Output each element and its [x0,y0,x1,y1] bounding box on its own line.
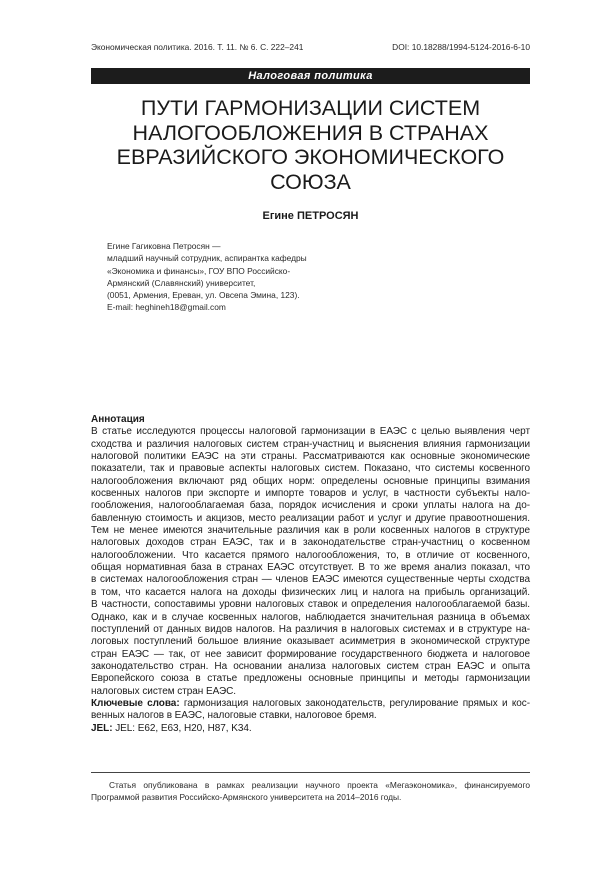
title-line: ПУТИ ГАРМОНИЗАЦИИ СИСТЕМ [140,96,481,120]
abstract-line: поступлений от данных видов налогов. На различия в налоговых системах и в структуре на- [91,623,530,635]
jel-codes: JEL: E62, E63, H20, H87, K34. [112,722,252,734]
abstract-line: Однако, как и в случае косвенных налогов, наблюдается значительная разница в объемах [91,611,530,623]
author-name: Егине ПЕТРОСЯН [262,210,359,222]
affiliation-line: младший научный сотрудник, аспирантка кафедры [107,253,307,264]
abstract-line: в системах налогообложения стран — членов ЕАЭС имеются существенные черты сходства [91,574,530,586]
jel-label: JEL: [91,722,113,734]
abstract-line: косвенных налогов при экспорте и импорте товаров и услуг, в частности субъекты нало- [91,488,530,500]
section-rubric: Налоговая политика [91,68,530,84]
abstract-line: стран ЕАЭС — так, от нее зависит формирование государственного бюджета и налоговое [91,648,530,660]
abstract-line: налоговых систем стран ЕАЭС. [91,685,237,697]
abstract-line: бавленную стоимость и акцизов, место реализации работ и услуг и другие правоотношения. [91,512,530,524]
abstract-line: сходства и различия налоговых систем стран-участниц и выяснения влияния гармонизации [91,438,530,450]
keywords-text: гармонизация налоговых законодательств, регулирование прямых и кос- [179,697,530,709]
affiliation-line: «Экономика и финансы», ГОУ ВПО Российско- [107,265,291,276]
abstract-line: Европейского союза в статье предложены основные принципы и методы гармонизации [91,673,530,685]
abstract [91,414,530,735]
footnote-line: Программой развития Российско-Армянского университета на 2014–2016 годы. [91,792,402,803]
keywords-line [91,698,530,710]
abstract-line: Тем не менее имеются значительные различия как в роли косвенных налогов в структуре [91,525,530,537]
jel-line [91,723,530,735]
abstract-line: гообложения, налогооблагаемая база, порядок исчисления и сроки уплаты налога на до- [91,500,530,512]
author-email[interactable]: E-mail: heghineh18@gmail.com [107,302,226,313]
affiliation-line: (0051, Армения, Ереван, ул. Овсепа Эмина, 123). [107,290,300,301]
abstract-line: показатели, так и правовые аспекты налоговых систем. Показано, что системы косвенного [91,463,530,475]
article-title [91,96,530,194]
abstract-line: налогообложении. Что касается прямого налогообложения, то, в отличие от косвенного, [91,549,530,561]
footnote-divider [91,772,530,773]
doi: DOI: 10.18288/1994-5124-2016-6-10 [392,42,530,52]
abstract-line: налоговой политики ЕАЭС на эти страны. Рассматриваются как основные экономические [91,451,530,463]
abstract-line: общая нормативная база в странах ЕАЭС отсутствует. В то же время анализ показал, что [91,562,530,574]
abstract-heading: Аннотация [91,414,145,425]
abstract-line: законодательство стран. На основании анализа налоговых систем стран ЕАЭС и опыта [91,660,530,672]
title-line: НАЛОГООБЛОЖЕНИЯ В СТРАНАХ [132,120,489,145]
abstract-line: логовых поступлений большое влияние оказывает асимметрия в экономической структуре [91,636,530,648]
keywords-label: Ключевые слова: [91,697,180,709]
title-line: ЕВРАЗИЙСКОГО ЭКОНОМИЧЕСКОГО [116,145,505,169]
affiliation-line: Армянский (Славянский) университет, [107,277,256,288]
keywords-line: венных налогов в ЕАЭС, налоговые ставки, налоговое бремя. [91,710,377,722]
footnote-line: Статья опубликована в рамках реализации научного проекта «Мегаэкономика», финансируемого [109,780,530,790]
abstract-line: В частности, сопоставимы уровни налоговых ставок и определения налогооблагаемой базы. [91,599,530,611]
abstract-line: в том, что касается налога на доходы физических лиц и налога на прибыль организаций. [91,586,530,598]
abstract-line: В статье исследуются процессы налоговой гармонизации в ЕАЭС с целью выявления черт [91,426,530,438]
author-affiliation [107,240,307,314]
affiliation-line: Егине Гагиковна Петросян — [107,241,221,251]
abstract-line: налоговых доходов стран ЕАЭС, так и в законодательстве стран-участниц о косвенном [91,537,530,549]
title-line: СОЮЗА [270,169,351,194]
funding-footnote [91,779,530,804]
journal-citation: Экономическая политика. 2016. Т. 11. № 6. С. 222–241 [91,42,304,52]
abstract-line: налогообложения включают ряд общих норм: определены основные принципы взимания [91,475,530,487]
